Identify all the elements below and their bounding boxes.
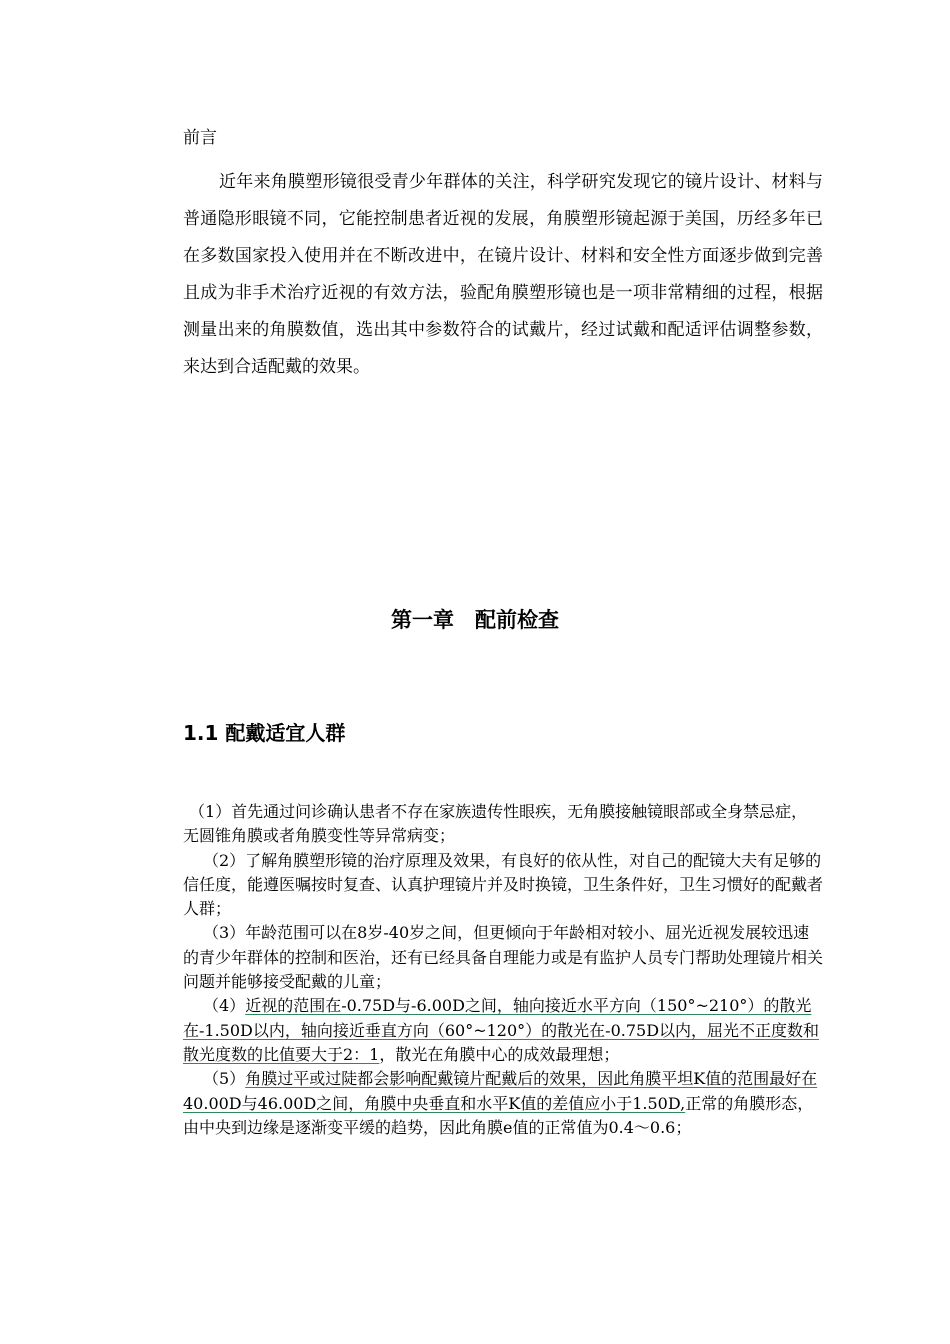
- preface-label: 前言: [183, 128, 217, 148]
- criteria-item-4: [183, 994, 823, 1067]
- criteria-item-2: （2）了解角膜塑形镜的治疗原理及效果，有良好的依从性，对自己的配镜大夫有足够的信任度，能遵医嘱按时复查、认真护理镜片并及时换镜，卫生条件好，卫生习惯好的配戴者人群；: [183, 850, 824, 919]
- criteria-item-3: （3）年龄范围可以在8岁-40岁之间，但更倾向于年龄相对较小、屈光近视发展较迅速的青少年群体的控制和医治，还有已经具备自理能力或是有监护人员专门帮助处理镜片相关问题并能够接受配戴的儿童；: [183, 923, 824, 992]
- chapter-title: 第一章 配前检查: [391, 608, 559, 632]
- criteria-item-4-prefix: （4）: [203, 996, 246, 1016]
- criteria-item-1: （1）首先通过问诊确认患者不存在家族遗传性眼疾，无角膜接触镜眼部或全身禁忌症，无圆锥角膜或者角膜变性等异常病变；: [183, 802, 808, 846]
- criteria-item-5-underlined: 角膜过平或过陡都会影响配戴镜片配戴后的效果，因此角膜平坦K值的范围最好在40.00D与46.00D之间，角膜中央垂直和水平K值的差值应小于1.50D,: [183, 1069, 818, 1113]
- criteria-item-5-rest: 正常的角膜形态，由中央到边缘是逐渐变平缓的趋势，因此角膜e值的正常值为0.4～0.6；: [183, 1093, 814, 1137]
- criteria-list: [183, 800, 823, 1140]
- section-title: 1.1 配戴适宜人群: [183, 721, 346, 745]
- criteria-item-4-rest: ，散光在角膜中心的成效最理想；: [379, 1044, 620, 1064]
- criteria-item-5-prefix: （5）: [203, 1069, 246, 1089]
- preface-paragraph: 近年来角膜塑形镜很受青少年群体的关注，科学研究发现它的镜片设计、材料与普通隐形眼镜不同，它能控制患者近视的发展，角膜塑形镜起源于美国，历经多年已在多数国家投入使用并在不断改进中，在镜片设计、材料和安全性方面逐步做到完善且成为非手术治疗近视的有效方法，验配角膜塑形镜也是一项非常精细的过程，根据测量出来的角膜数值，选出其中参数符合的试戴片，经过试戴和配适评估调整参数，来达到合适配戴的效果。: [183, 172, 823, 377]
- criteria-item-5: [183, 1067, 823, 1140]
- criteria-item-4-underlined: 近视的范围在-0.75D与-6.00D之间，轴向接近水平方向（150°~210°）的散光在-1.50D以内，轴向接近垂直方向（60°~120°）的散光在-0.75D以内，屈光不正度数和散光度数的比值要大于2：1: [183, 996, 820, 1064]
